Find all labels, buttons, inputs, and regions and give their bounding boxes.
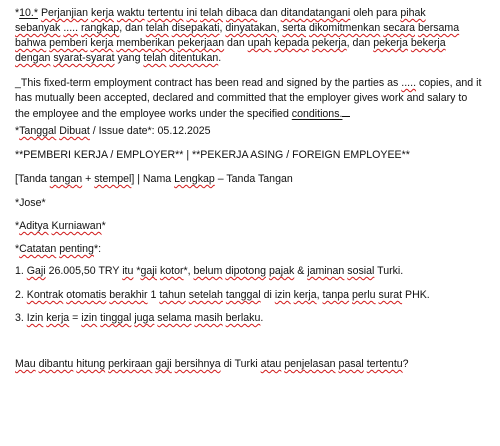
note-item-3[interactable]: 3. Izin kerja = izin tinggal juga selama masih berlaku.	[15, 312, 264, 324]
employer-name[interactable]: *Jose*	[15, 197, 46, 209]
employee-name[interactable]: *Aditya Kurniawan*	[15, 220, 106, 232]
para-id-line-1: *10.* Perjanjian kerja waktu tertentu ini telah dibaca dan ditandatangani oleh para pihak	[15, 7, 426, 19]
paragraph-indonesian[interactable]	[15, 6, 483, 66]
paragraph-english[interactable]: _This fixed-term employment contract has been read and signed by the parties as ..... copies, and it has mutually been accepted, declared and committed that the employer gives work and salary to the employee and the employee works under the specified conditions.	[15, 77, 482, 120]
notes-heading[interactable]: *Catatan penting*:	[15, 243, 102, 255]
para-id-line-3: bahwa pemberi kerja memberikan pekerjaan dan upah kepada pekerja, dan pekerja bekerja	[15, 37, 446, 49]
text-cursor	[342, 106, 350, 117]
closing-question[interactable]: Mau dibantu hitung perkiraan gaji bersihnya di Turki atau penjelasan pasal tertentu?	[15, 358, 409, 370]
note-item-2[interactable]: 2. Kontrak otomatis berakhir 1 tahun setelah tanggal di izin kerja, tanpa perlu surat PHK.	[15, 289, 430, 301]
para-id-line-2: sebanyak ..... rangkap, dan telah disepakati, dinyatakan, serta dikomitmenkan secara bersama	[15, 22, 460, 34]
issue-date-line[interactable]: *Tanggal Dibuat / Issue date*: 05.12.2025	[15, 125, 211, 137]
para-id-line-4: dengan syarat-syarat yang telah ditentukan.	[15, 52, 222, 64]
parties-heading[interactable]: **PEMBERI KERJA / EMPLOYER** | **PEKERJA ASING / FOREIGN EMPLOYEE**	[15, 149, 410, 161]
signature-line[interactable]: [Tanda tangan + stempel] | Nama Lengkap – Tanda Tangan	[15, 173, 293, 185]
note-item-1[interactable]: 1. Gaji 26.005,50 TRY itu *gaji kotor*, belum dipotong pajak & jaminan sosial Turki.	[15, 265, 404, 277]
